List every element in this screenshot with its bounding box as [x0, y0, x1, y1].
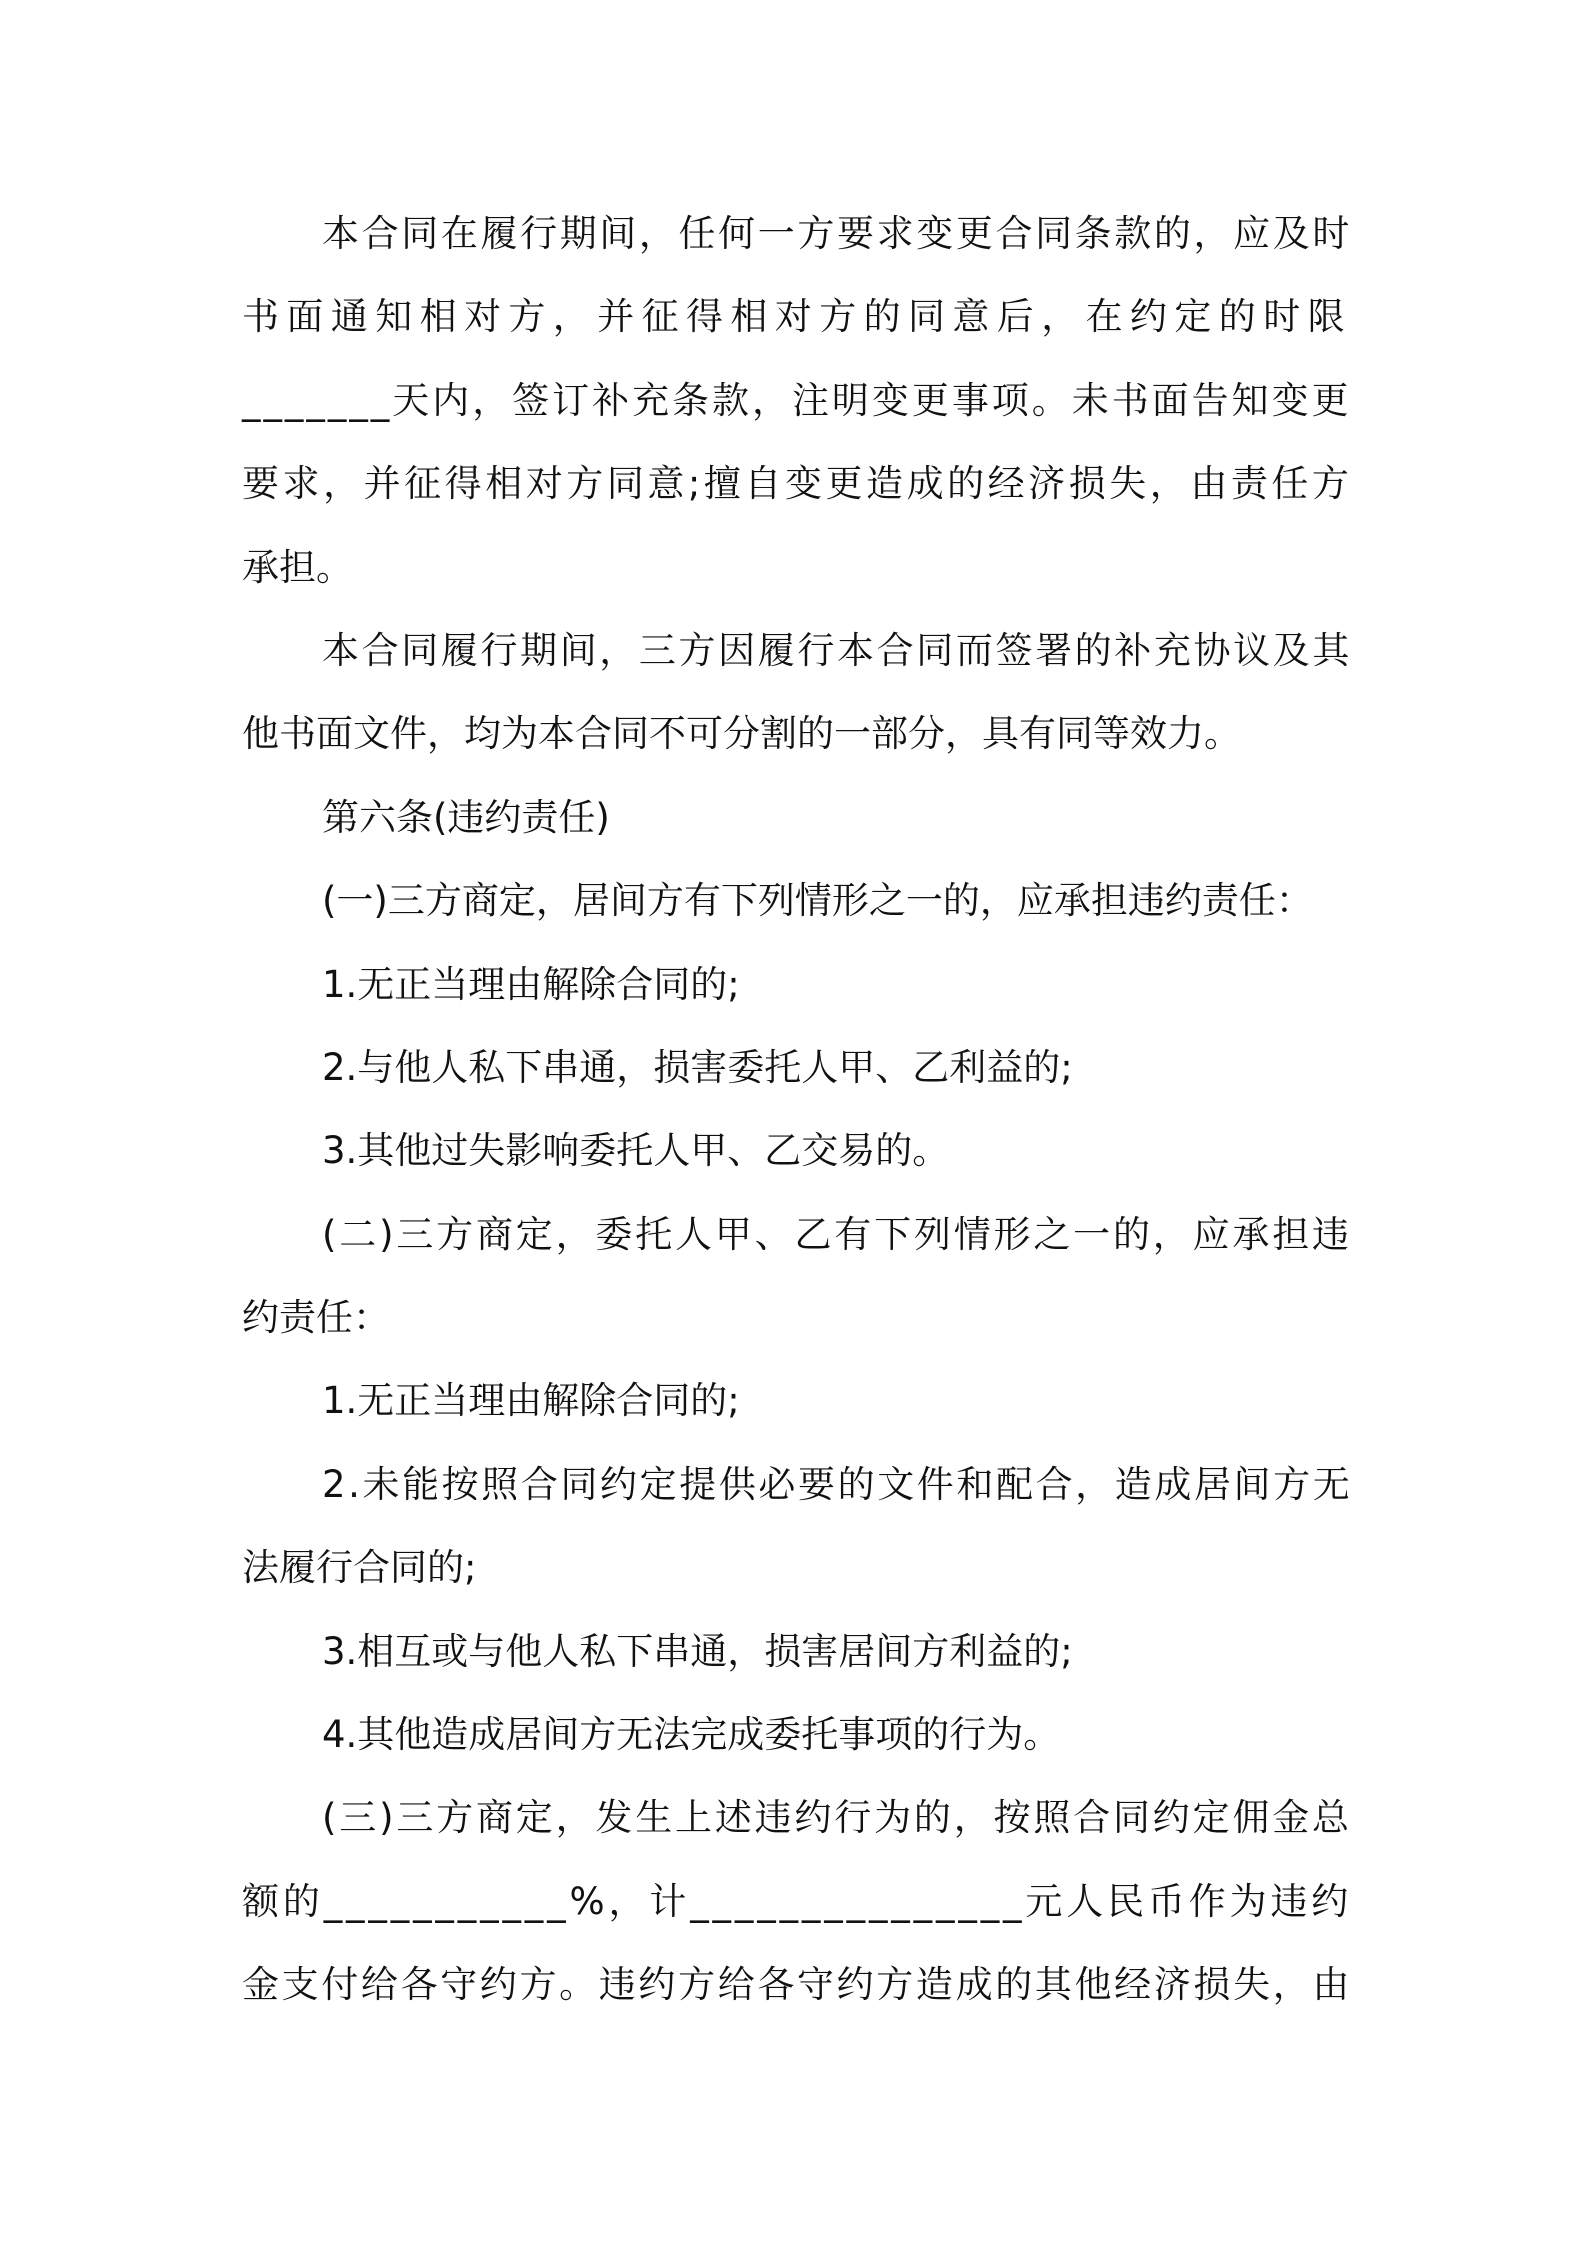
- text-line: [242, 1943, 1352, 2026]
- list-item: [242, 1109, 1352, 1192]
- section-heading: [242, 776, 1352, 859]
- line-text: (三)三方商定，发生上述违约行为的，按照合同约定佣金总: [322, 1796, 1352, 1840]
- line-text: 要求，并征得相对方同意;擅自变更造成的经济损失，由责任方: [242, 462, 1353, 506]
- text-line: [242, 609, 1352, 692]
- text-line: [242, 1526, 1352, 1609]
- line-text: 额的___________%，计_______________元人民币作为违约: [242, 1879, 1353, 1923]
- text-line: [242, 859, 1352, 942]
- list-item: [242, 943, 1352, 1026]
- contract-text: [242, 192, 1352, 2027]
- line-text: 他书面文件，均为本合同不可分割的一部分，具有同等效力。: [242, 712, 1241, 756]
- list-item: [242, 1359, 1352, 1442]
- line-text: 本合同在履行期间，任何一方要求变更合同条款的，应及时: [322, 212, 1352, 255]
- text-line: [242, 359, 1352, 442]
- line-text: (二)三方商定，委托人甲、乙有下列情形之一的，应承担违: [322, 1212, 1352, 1256]
- text-line: [242, 275, 1352, 358]
- text-line: [242, 192, 1352, 275]
- text-line: [242, 442, 1352, 525]
- line-text: 4.其他造成居间方无法完成委托事项的行为。: [322, 1713, 1061, 1757]
- line-text: (一)三方商定，居间方有下列情形之一的，应承担违约责任：: [322, 879, 1313, 923]
- line-text: 2.与他人私下串通，损害委托人甲、乙利益的;: [322, 1045, 1073, 1089]
- list-item: [242, 1693, 1352, 1776]
- list-item: [242, 1026, 1352, 1109]
- text-line: [242, 1276, 1352, 1359]
- line-text: 1.无正当理由解除合同的;: [322, 962, 740, 1006]
- line-text: 3.相互或与他人私下串通，损害居间方利益的;: [322, 1629, 1073, 1673]
- text-line: [242, 526, 1352, 609]
- line-text: 书面通知相对方，并征得相对方的同意后，在约定的时限: [242, 295, 1352, 339]
- list-item: [242, 1443, 1352, 1526]
- text-line: [242, 1860, 1352, 1943]
- line-text: 3.其他过失影响委托人甲、乙交易的。: [322, 1129, 950, 1173]
- text-line: [242, 692, 1352, 775]
- text-line: [242, 1193, 1352, 1276]
- line-text: 本合同履行期间，三方因履行本合同而签署的补充协议及其: [322, 628, 1352, 672]
- list-item: [242, 1610, 1352, 1693]
- line-text: 1.无正当理由解除合同的;: [322, 1379, 740, 1423]
- text-line: [242, 1776, 1352, 1859]
- line-text: 2.未能按照合同约定提供必要的文件和配合，造成居间方无: [322, 1462, 1353, 1506]
- line-text: 法履行合同的;: [242, 1546, 477, 1590]
- line-text: 金支付给各守约方。违约方给各守约方造成的其他经济损失，由: [242, 1963, 1353, 2007]
- line-text: _______天内，签订补充条款，注明变更事项。未书面告知变更: [242, 378, 1352, 422]
- line-text: 约责任：: [242, 1296, 390, 1340]
- line-text: 第六条(违约责任): [322, 795, 610, 839]
- line-text: 承担。: [242, 545, 353, 589]
